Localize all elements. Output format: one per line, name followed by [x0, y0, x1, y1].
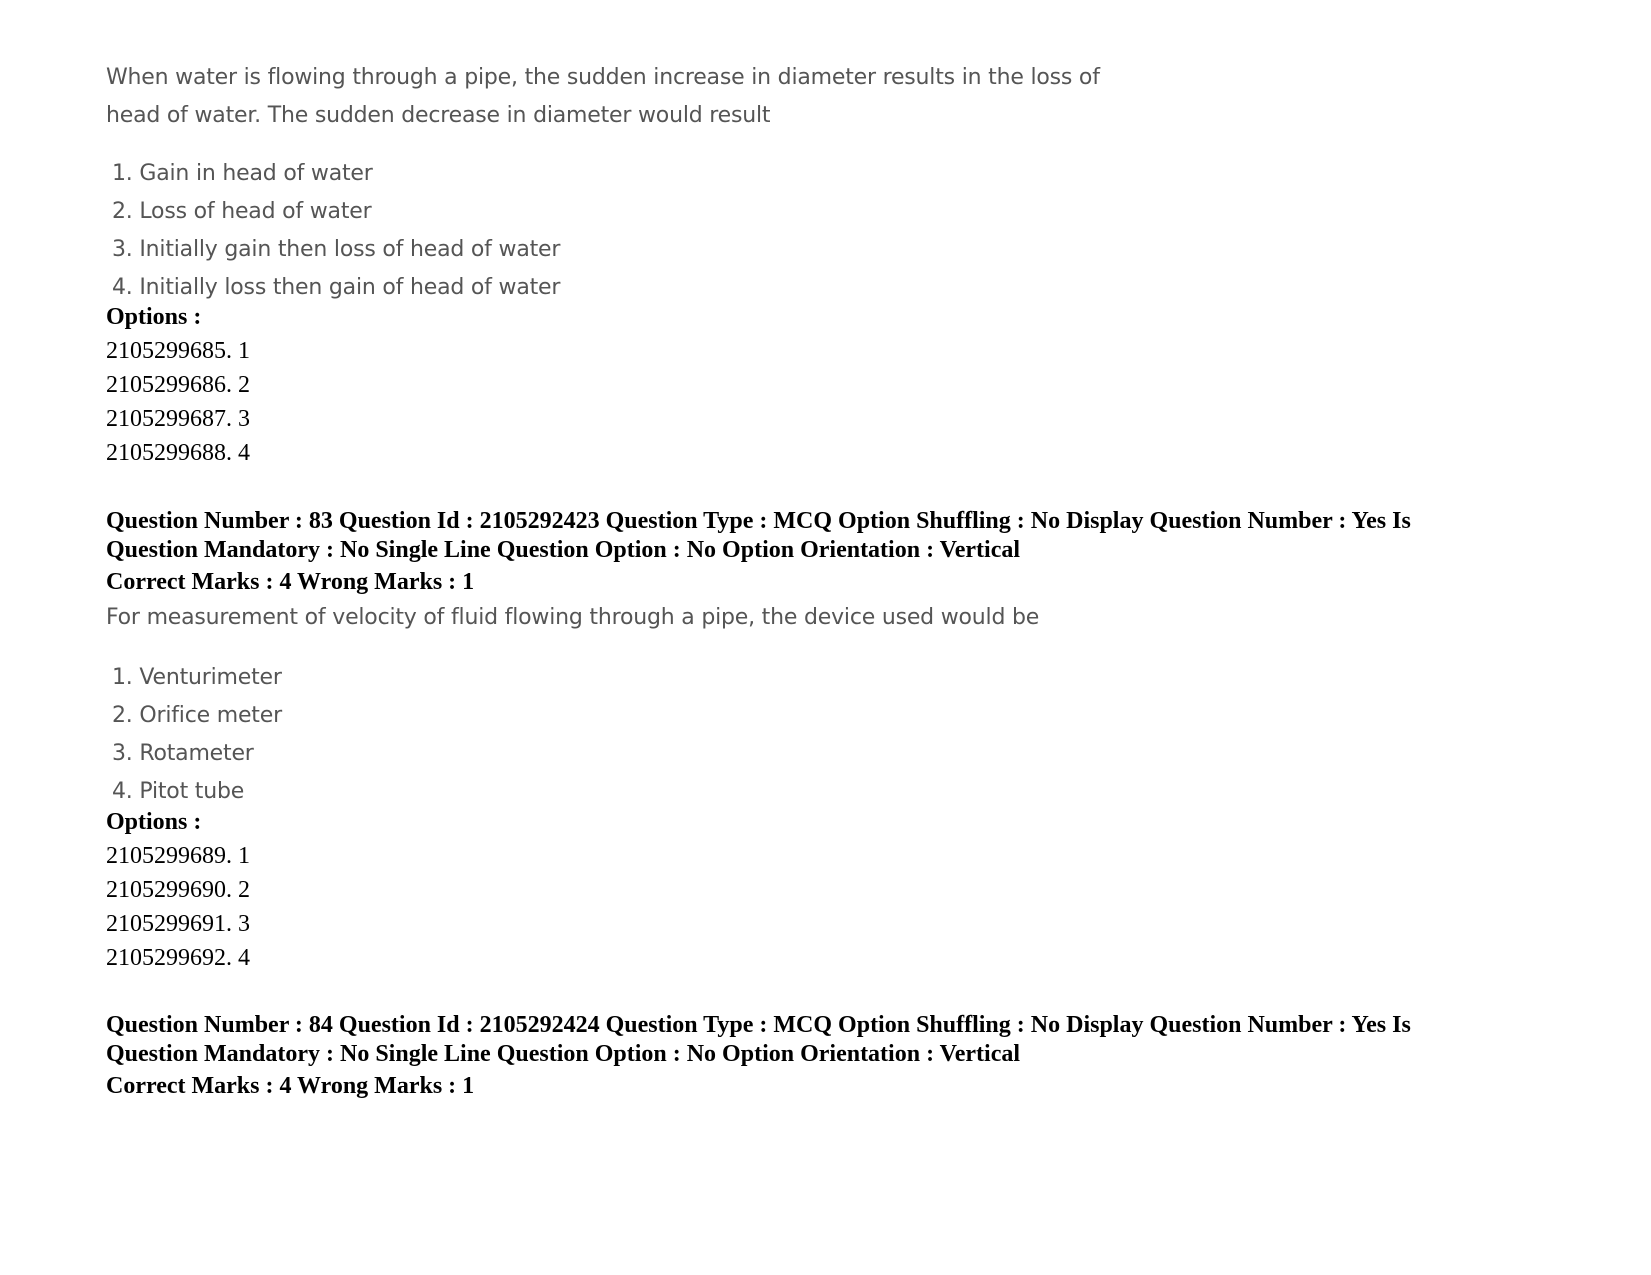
option-id: 2105299690. 2: [106, 877, 250, 903]
question-meta-line: Question Mandatory : No Single Line Question Option : No Option Orientation : Vertical: [106, 537, 1021, 563]
question-meta-line: Question Mandatory : No Single Line Question Option : No Option Orientation : Vertical: [106, 1041, 1021, 1067]
choice-item: 2. Loss of head of water: [112, 199, 372, 224]
choice-item: 4. Pitot tube: [112, 779, 245, 804]
choice-item: 1. Gain in head of water: [112, 161, 373, 186]
question-meta-line: Question Number : 83 Question Id : 2105292423 Question Type : MCQ Option Shuffling : No Display Question Number : Yes Is: [106, 508, 1411, 534]
choice-item: 1. Venturimeter: [112, 665, 282, 690]
question-82-image-text: [106, 59, 1100, 135]
option-id: 2105299691. 3: [106, 911, 250, 937]
options-label: Options :: [106, 809, 202, 835]
marks-line: Correct Marks : 4 Wrong Marks : 1: [106, 1073, 475, 1099]
option-id: 2105299692. 4: [106, 945, 250, 971]
question-meta-line: Question Number : 84 Question Id : 2105292424 Question Type : MCQ Option Shuffling : No Display Question Number : Yes Is: [106, 1012, 1411, 1038]
question-82-options: [106, 300, 250, 470]
options-label: Options :: [106, 304, 202, 330]
question-82-choices: [106, 155, 560, 307]
option-id: 2105299685. 1: [106, 338, 250, 364]
question-83-meta: [106, 507, 1546, 597]
choice-item: 4. Initially loss then gain of head of water: [112, 275, 561, 300]
question-83-options: [106, 805, 250, 975]
option-id: 2105299688. 4: [106, 440, 250, 466]
option-id: 2105299686. 2: [106, 372, 250, 398]
question-83-choices: [106, 659, 282, 811]
question-83-text: For measurement of velocity of fluid flowing through a pipe, the device used would be: [106, 605, 1040, 630]
choice-item: 2. Orifice meter: [112, 703, 282, 728]
question-84-meta: [106, 1011, 1546, 1101]
option-id: 2105299689. 1: [106, 843, 250, 869]
choice-item: 3. Rotameter: [112, 741, 254, 766]
question-text-line: head of water. The sudden decrease in diameter would result: [106, 103, 771, 128]
choice-item: 3. Initially gain then loss of head of water: [112, 237, 561, 262]
marks-line: Correct Marks : 4 Wrong Marks : 1: [106, 569, 475, 595]
question-text-line: When water is flowing through a pipe, the sudden increase in diameter results in the loss of: [106, 65, 1100, 90]
option-id: 2105299687. 3: [106, 406, 250, 432]
